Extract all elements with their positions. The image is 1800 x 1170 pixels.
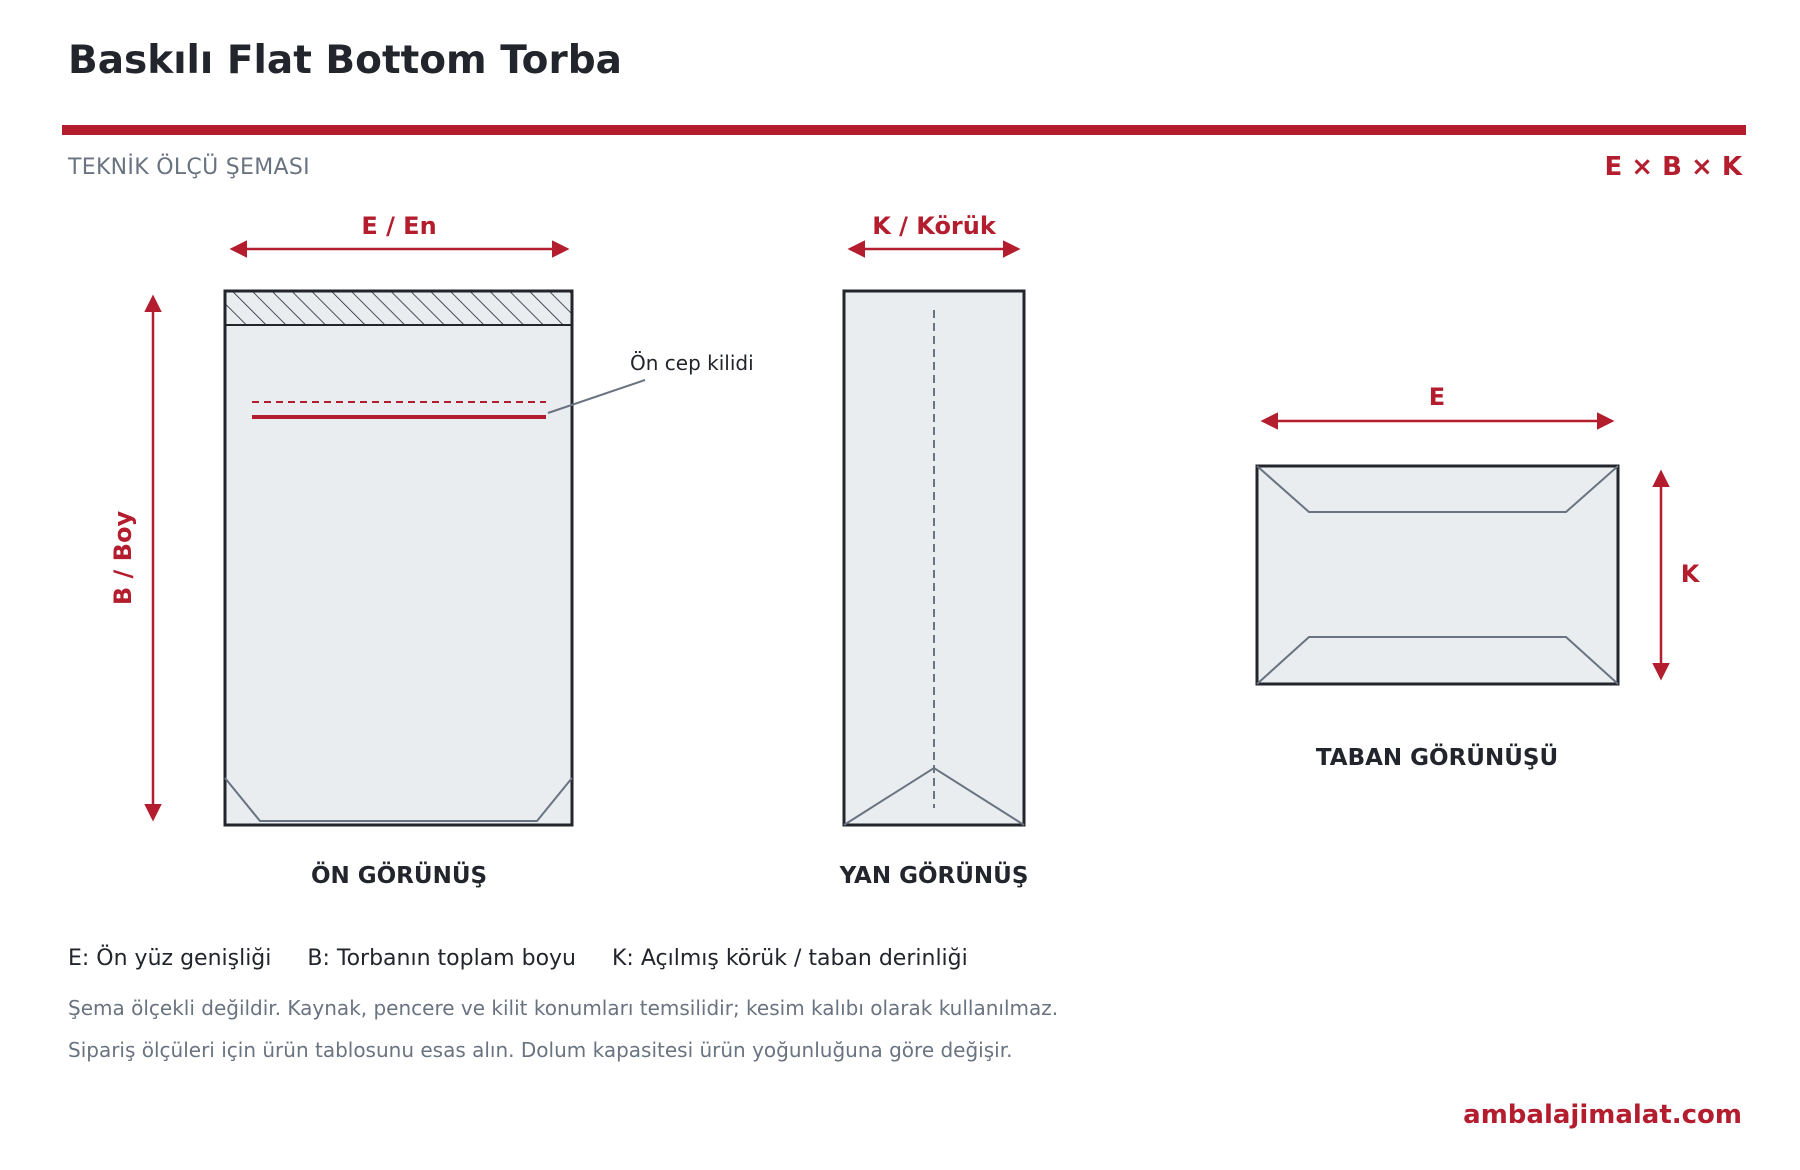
dimension-formula: E × B × K — [1604, 152, 1742, 182]
side-view-caption: YAN GÖRÜNÜŞ — [839, 863, 1029, 889]
bottom-base-rect — [1257, 466, 1618, 684]
bottom-width-label: E — [1428, 383, 1446, 411]
website-link[interactable]: ambalajimalat.com — [1463, 1100, 1742, 1130]
zipper-callout-label: Ön cep kilidi — [630, 351, 754, 375]
front-bag-body — [225, 291, 572, 825]
page-title: Baskılı Flat Bottom Torba — [68, 38, 622, 83]
front-top-seal — [225, 291, 572, 325]
bottom-depth-label: K — [1680, 560, 1700, 588]
side-view — [839, 212, 1029, 889]
legend-e: E: Ön yüz genişliği — [68, 946, 272, 971]
legend-k: K: Açılmış körük / taban derinliği — [612, 946, 968, 971]
bottom-view-caption: TABAN GÖRÜNÜŞÜ — [1315, 745, 1559, 771]
front-height-label: B / Boy — [109, 510, 137, 606]
front-view-caption: ÖN GÖRÜNÜŞ — [310, 863, 488, 889]
page-subtitle: TEKNİK ÖLÇÜ ŞEMASI — [68, 155, 310, 180]
front-view — [109, 212, 754, 889]
scale-note: Şema ölçekli değildir. Kaynak, pencere ve kilit konumları temsilidir; kesim kalıbı olarak kullanılmaz. — [68, 996, 1059, 1020]
order-note: Sipariş ölçüleri için ürün tablosunu esas alın. Dolum kapasitesi ürün yoğunluğuna göre değişir. — [68, 1038, 1013, 1062]
side-width-label: K / Körük — [872, 212, 996, 240]
front-width-label: E / En — [361, 212, 437, 240]
legend-b: B: Torbanın toplam boyu — [307, 946, 576, 971]
bottom-view — [1257, 383, 1701, 771]
dimension-legend — [68, 946, 968, 971]
